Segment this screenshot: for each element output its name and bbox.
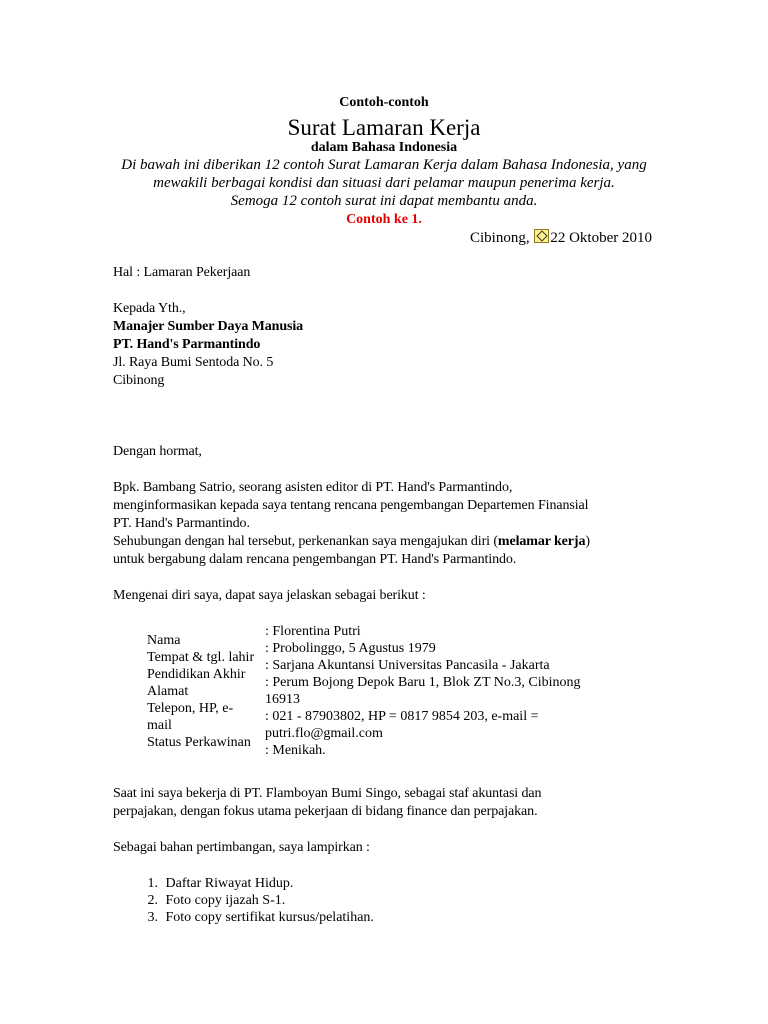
document-supertitle: Contoh-contoh bbox=[339, 95, 429, 110]
recipient-street: Jl. Raya Bumi Sentoda No. 5 bbox=[113, 355, 274, 370]
info-label: mail bbox=[147, 718, 172, 733]
list-item bbox=[113, 875, 374, 892]
info-value: 16913 bbox=[265, 692, 300, 707]
info-value: : Perum Bojong Depok Baru 1, Blok ZT No.3, Cibinong bbox=[265, 675, 581, 690]
info-value: : Sarjana Akuntansi Universitas Pancasila - Jakarta bbox=[265, 658, 550, 673]
recipient-salutation: Kepada Yth., bbox=[113, 301, 186, 316]
paragraph-line: Bpk. Bambang Satrio, seorang asisten editor di PT. Hand's Parmantindo, bbox=[113, 480, 513, 495]
emphasis-text: melamar kerja bbox=[497, 534, 586, 549]
document-subtitle: dalam Bahasa Indonesia bbox=[310, 140, 458, 155]
dateline-place: Cibinong, bbox=[470, 230, 530, 246]
greeting: Dengan hormat, bbox=[113, 444, 202, 459]
example-label: Contoh ke 1. bbox=[346, 212, 422, 227]
info-value: putri.flo@gmail.com bbox=[265, 726, 383, 741]
paragraph-line: menginformasikan kepada saya tentang rencana pengembangan Departemen Finansial bbox=[113, 498, 589, 513]
info-label: Status Perkawinan bbox=[147, 735, 251, 750]
list-number: 3. bbox=[147, 910, 158, 925]
list-text: Daftar Riwayat Hidup. bbox=[165, 876, 294, 891]
paragraph-line: perpajakan, dengan fokus utama pekerjaan di bidang finance dan perpajakan. bbox=[113, 804, 538, 819]
info-values bbox=[265, 623, 581, 759]
info-label: Tempat & tgl. lahir bbox=[147, 650, 255, 665]
paragraph-text: ) bbox=[585, 534, 590, 549]
recipient-name: Manajer Sumber Daya Manusia bbox=[113, 319, 304, 334]
date-field-icon[interactable] bbox=[534, 229, 549, 243]
info-label: Alamat bbox=[147, 684, 189, 699]
info-label: Nama bbox=[147, 633, 181, 648]
list-text: Foto copy sertifikat kursus/pelatihan. bbox=[165, 910, 374, 925]
list-item bbox=[113, 909, 374, 926]
subject-line: Hal : Lamaran Pekerjaan bbox=[113, 265, 251, 280]
dateline-date: 22 Oktober 2010 bbox=[550, 230, 652, 246]
recipient-city: Cibinong bbox=[113, 373, 165, 388]
info-value: : Florentina Putri bbox=[265, 624, 361, 639]
list-number: 1. bbox=[147, 876, 158, 891]
intro-line: mewakili berbagai kondisi dan situasi dari pelamar maupun penerima kerja. bbox=[153, 175, 615, 191]
info-label: Pendidikan Akhir bbox=[147, 667, 246, 682]
document-title: Surat Lamaran Kerja bbox=[287, 115, 481, 140]
list-item bbox=[113, 892, 374, 909]
list-text: Foto copy ijazah S-1. bbox=[165, 893, 286, 908]
paragraph-line bbox=[113, 533, 590, 551]
attachments-list bbox=[113, 875, 374, 926]
recipient-company: PT. Hand's Parmantindo bbox=[113, 337, 261, 352]
self-intro: Mengenai diri saya, dapat saya jelaskan sebagai berikut : bbox=[113, 588, 426, 603]
paragraph-line: untuk bergabung dalam rencana pengembangan PT. Hand's Parmantindo. bbox=[113, 552, 517, 567]
paragraph-text: Sehubungan dengan hal tersebut, perkenankan saya mengajukan diri ( bbox=[113, 534, 498, 549]
info-value: : Probolinggo, 5 Agustus 1979 bbox=[265, 641, 436, 656]
intro-line: Di bawah ini diberikan 12 contoh Surat Lamaran Kerja dalam Bahasa Indonesia, yang bbox=[121, 157, 647, 173]
info-labels bbox=[147, 632, 254, 751]
attachments-intro: Sebagai bahan pertimbangan, saya lampirkan : bbox=[113, 840, 370, 855]
intro-line: Semoga 12 contoh surat ini dapat membantu anda. bbox=[230, 193, 538, 209]
list-number: 2. bbox=[147, 893, 158, 908]
info-value: : 021 - 87903802, HP = 0817 9854 203, e-mail = bbox=[265, 709, 539, 724]
info-value: : Menikah. bbox=[265, 743, 326, 758]
paragraph-line: PT. Hand's Parmantindo. bbox=[113, 516, 250, 531]
dateline bbox=[470, 228, 652, 247]
info-label: Telepon, HP, e- bbox=[147, 701, 234, 716]
paragraph-line: Saat ini saya bekerja di PT. Flamboyan Bumi Singo, sebagai staf akuntasi dan bbox=[113, 786, 542, 801]
